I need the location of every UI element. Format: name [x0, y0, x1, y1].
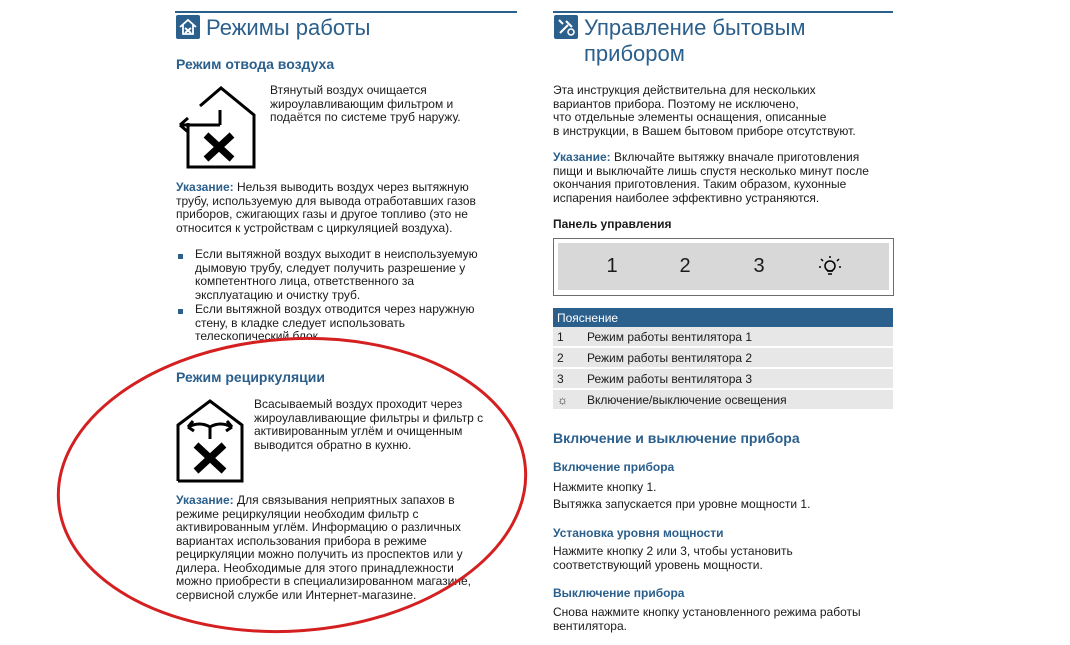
- switch-on-text: Нажмите кнопку 1. Вытяжка запускается при уровне мощности 1.: [553, 480, 811, 511]
- recirculation-mode-icon: [176, 399, 244, 483]
- on-off-heading: Включение и выключение прибора: [553, 430, 800, 446]
- exhaust-description: Втянутый воздух очищается жироулавливающим фильтром и подаётся по системе труб наружу.: [270, 83, 461, 124]
- exhaust-mode-heading: Режим отвода воздуха: [176, 56, 335, 72]
- intro-text: Эта инструкция действительна для нескольких вариантов прибора. Поэтому не исключено, что отдельные элементы оснащения, описанные в инструкции, в Вашем бытовом приборе отсутствуют.: [553, 83, 856, 138]
- left-page-title: Режимы работы: [206, 15, 371, 40]
- control-panel-heading: Панель управления: [553, 217, 672, 231]
- control-panel: [553, 238, 894, 296]
- switch-off-text: Снова нажмите кнопку установленного режима работы вентилятора.: [553, 605, 861, 633]
- light-legend-icon: ☼: [553, 389, 583, 410]
- power-level-heading: Установка уровня мощности: [553, 526, 724, 540]
- recirculation-note: Указание: Для связывания неприятных запахов в режиме рециркуляции необходим фильтр с активированным углём. Информацию о различных вариантах использования прибора в режиме рециркуляции можно получить из проспектов или у дилера. Необходимые для этого принадлежности можно приобрести в специализированном магазине, сервисной службе или Интернет-магазине.: [176, 493, 471, 602]
- fan-level-2-button[interactable]: 2: [679, 255, 691, 277]
- exhaust-note: Указание: Нельзя выводить воздух через вытяжную трубу, используемую для вывода отработавших газов приборов, сжигающих газы и другое топливо (это не относится к устройствам с циркуляцией воздуха).: [176, 180, 476, 235]
- left-title-rule: [175, 11, 517, 13]
- table-row: 1 Режим работы вентилятора 1: [553, 327, 893, 347]
- exhaust-bullet-1: Если вытяжной воздух выходит в неиспользуемую дымовую трубу, следует получить разрешение у компетентного лица, ответственного за эксплуатацию и очистку труб.: [195, 247, 478, 302]
- exhaust-bullet-2: Если вытяжной воздух отводится через наружную стену, в кладке следует использовать телескопический блок.: [195, 302, 475, 343]
- recirculation-mode-heading: Режим рециркуляции: [176, 369, 325, 385]
- right-page-title: Управление бытовым прибором: [584, 15, 806, 66]
- bullet-marker: [178, 309, 183, 314]
- table-row: 3 Режим работы вентилятора 3: [553, 368, 893, 389]
- control-panel-face: [558, 243, 889, 290]
- table-row: 2 Режим работы вентилятора 2: [553, 347, 893, 368]
- fan-level-1-button[interactable]: 1: [606, 255, 618, 277]
- table-row: ☼ Включение/выключение освещения: [553, 389, 893, 410]
- legend-table: [553, 308, 893, 411]
- bullet-marker: [178, 254, 183, 259]
- light-button[interactable]: [816, 254, 844, 280]
- control-icon: [554, 15, 578, 39]
- usage-note: Указание: Включайте вытяжку вначале приготовления пищи и выключайте лишь спустя несколько минут после окончания приготовления. Таким образом, кухонные испарения наиболее эффективно устраняются.: [553, 150, 869, 205]
- switch-off-heading: Выключение прибора: [553, 586, 685, 600]
- switch-on-heading: Включение прибора: [553, 460, 675, 474]
- right-title-rule: [553, 11, 893, 13]
- modes-icon: [176, 15, 200, 39]
- fan-level-3-button[interactable]: 3: [753, 255, 765, 277]
- power-level-text: Нажмите кнопку 2 или 3, чтобы установить соответствующий уровень мощности.: [553, 544, 793, 572]
- legend-header: Пояснение: [553, 308, 893, 327]
- exhaust-mode-icon: [176, 85, 258, 169]
- recirculation-description: Всасываемый воздух проходит через жироулавливающие фильтры и фильтр с активированным углём и очищенным выводится обратно в кухню.: [254, 397, 484, 452]
